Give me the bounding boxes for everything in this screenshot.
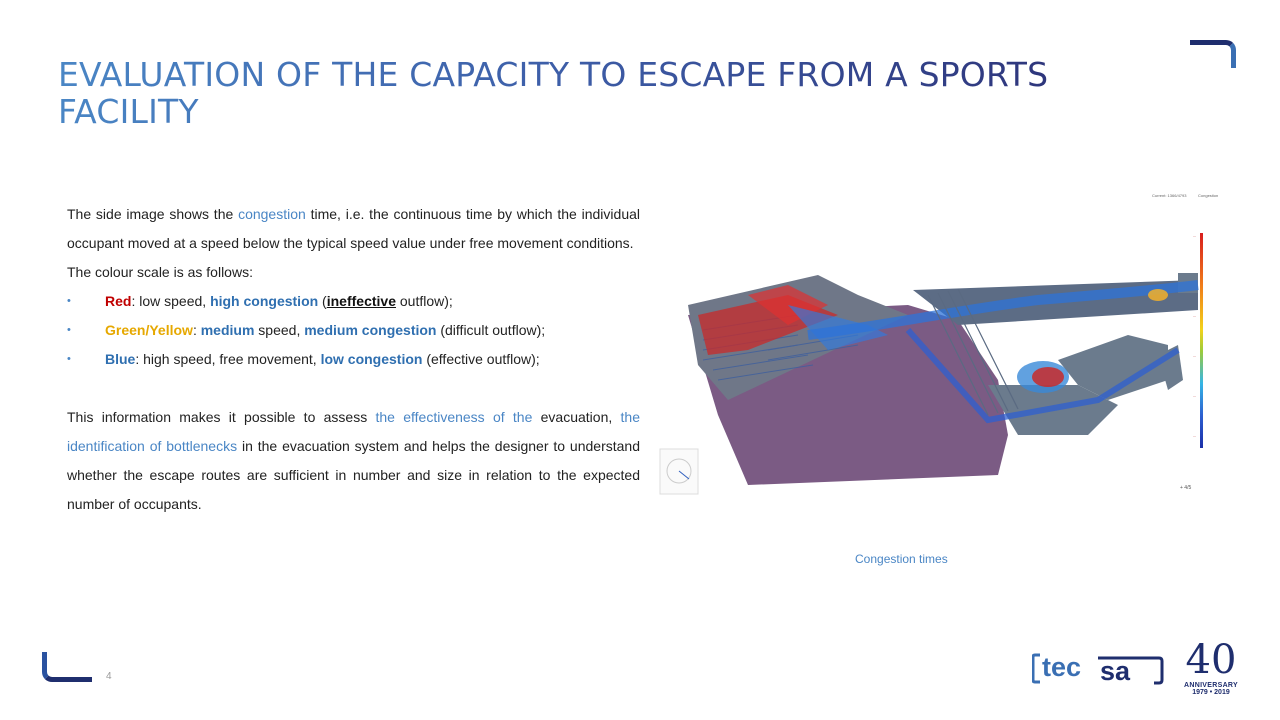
svg-text:+ 4/5: + 4/5 (1180, 485, 1192, 491)
logo-text-sa: sa (1100, 656, 1131, 686)
ineffective: ineffective (326, 293, 396, 309)
highlight-bottlenecks: the identification of bottlenecks (67, 409, 641, 454)
bullet-icon: • (67, 324, 71, 336)
text: This information makes it possible to assess (67, 409, 376, 425)
slide-title: EVALUATION OF THE CAPACITY TO ESCAPE FROM A SPORTS FACILITY (58, 56, 1158, 130)
colour-scale-list (67, 287, 640, 374)
list-item-blue (67, 345, 640, 374)
conclusion-paragraph (67, 403, 640, 519)
congestion-simulation-image (658, 185, 1218, 495)
text: : low speed, (131, 293, 211, 309)
figure-caption: Congestion times (855, 552, 948, 566)
text: outflow); (395, 293, 453, 309)
legend-title: Congestion (1198, 193, 1218, 198)
text: (effective outflow); (422, 351, 540, 367)
colour-scale-bar (1200, 233, 1203, 448)
text: ( (318, 293, 327, 309)
high-congestion: high congestion (210, 293, 319, 309)
list-item-red (67, 287, 640, 316)
svg-text:—: — (1193, 234, 1196, 238)
text: (difficult outflow); (436, 322, 546, 338)
anniversary-number: 40 (1185, 637, 1237, 683)
intro-text: The side image shows the (67, 206, 239, 222)
congestion-hotspot-red (1032, 367, 1064, 387)
list-item-yellow (67, 316, 640, 345)
sim-header-text: Current: 1366/4793 (1152, 193, 1187, 198)
text: evacuation, (532, 409, 621, 425)
medium-congestion: medium congestion (304, 322, 437, 338)
highlight-effectiveness: the effectiveness of the (375, 409, 533, 425)
anniversary-badge (1178, 637, 1244, 710)
text: speed, (254, 322, 305, 338)
congestion-hotspot-yellow (1148, 289, 1168, 301)
corner-decoration-top-right (1190, 40, 1236, 68)
svg-text:—: — (1193, 314, 1196, 318)
body-text (67, 200, 640, 519)
bullet-icon: • (67, 295, 71, 307)
svg-text:—: — (1193, 394, 1196, 398)
text: : high speed, free movement, (135, 351, 321, 367)
intro-paragraph (67, 200, 640, 258)
text: : (192, 322, 201, 338)
medium: medium (200, 322, 255, 338)
anniversary-label: ANNIVERSARY (1184, 682, 1238, 689)
scale-intro: The colour scale is as follows: (67, 264, 253, 280)
bullet-icon: • (67, 353, 71, 365)
label-red: Red (105, 293, 132, 309)
intro-text-cont: time, i.e. the continuous time by which the individual occupant moved at a speed below the typical speed value under free movement conditions. (67, 206, 640, 251)
tecsa-logo (1032, 650, 1167, 686)
svg-text:—: — (1193, 434, 1196, 438)
label-green-yellow: Green/Yellow (105, 322, 193, 338)
label-blue: Blue (105, 351, 136, 367)
logo-text-tec: tec (1042, 652, 1082, 682)
highlight-congestion: congestion (238, 206, 306, 222)
svg-text:—: — (1193, 354, 1196, 358)
low-congestion: low congestion (320, 351, 423, 367)
corner-decoration-bottom-left (42, 652, 92, 682)
page-number: 4 (106, 671, 112, 682)
text: in the evacuation system and helps the designer to understand whether the escape routes are sufficient in number and size in relation to the expected number of occupants. (67, 438, 640, 512)
anniversary-years: 1979 • 2019 (1192, 689, 1230, 696)
